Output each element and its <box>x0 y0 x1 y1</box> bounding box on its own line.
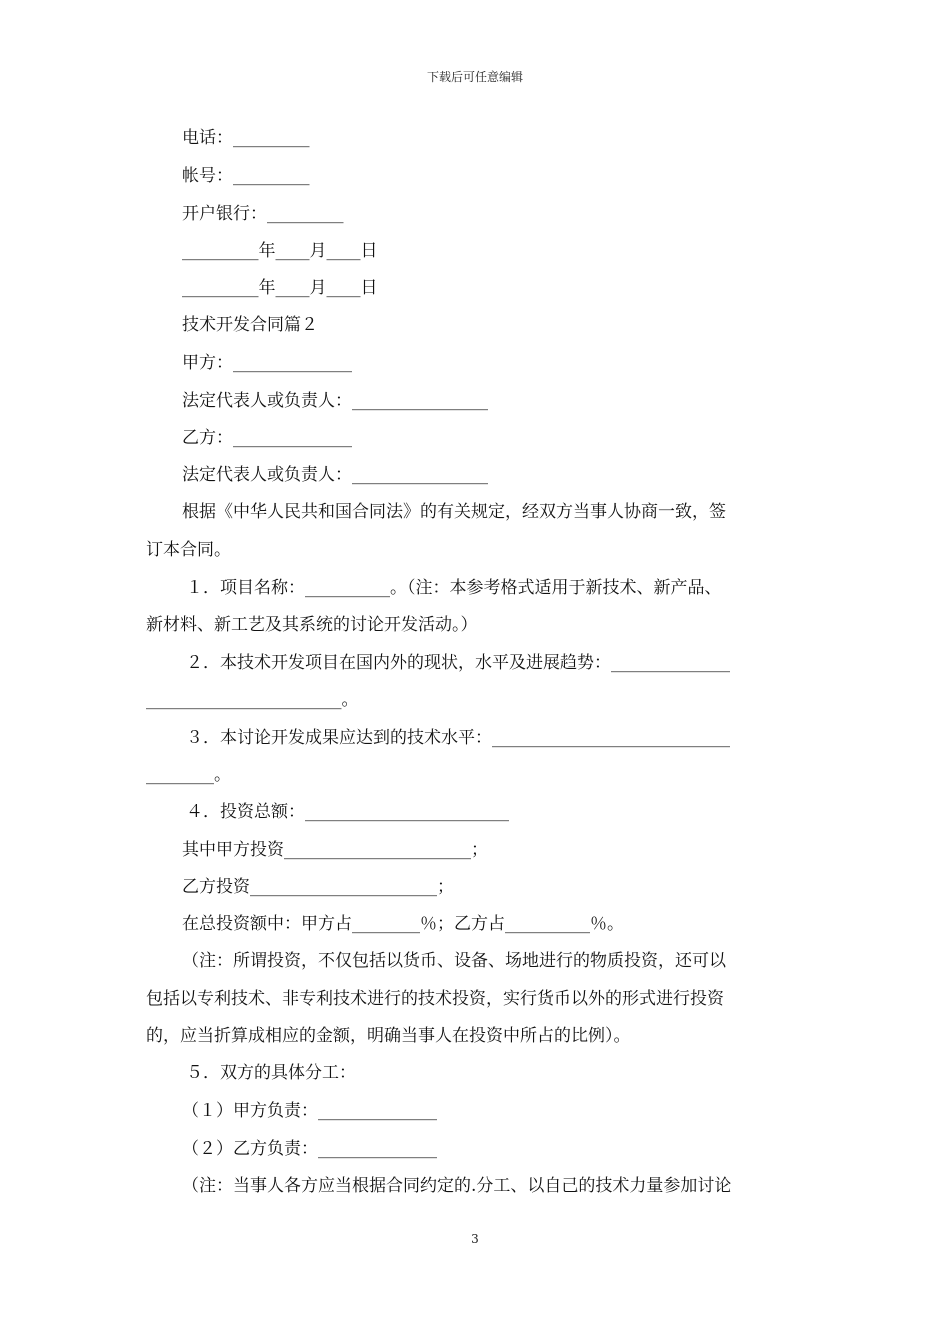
party-a-field: 甲方：______________ <box>182 353 352 373</box>
paragraph-line: ________。 <box>146 765 231 785</box>
investment-share: 在总投资额中：甲方占________％；乙方占__________％。 <box>182 914 624 934</box>
section-title: 技术开发合同篇２ <box>182 315 318 335</box>
note-line: （注：所谓投资，不仅包括以货币、设备、场地进行的物质投资，还可以 <box>182 951 726 971</box>
legal-rep-field: 法定代表人或负责人：________________ <box>182 465 488 485</box>
clause-3: ３．本讨论开发成果应达到的技术水平：____________________________ <box>186 728 730 748</box>
note-line: （注：当事人各方应当根据合同约定的.分工、以自己的技术力量参加讨论 <box>182 1176 732 1196</box>
paragraph-line: 新材料、新工艺及其系统的讨论开发活动。） <box>146 615 478 635</box>
clause-4: ４．投资总额：________________________ <box>186 802 509 822</box>
phone-field: 电话：_________ <box>182 128 310 148</box>
legal-rep-field: 法定代表人或负责人：________________ <box>182 391 488 411</box>
note-line: 包括以专利技术、非专利技术进行的技术投资，实行货币以外的形式进行投资 <box>146 989 724 1009</box>
paragraph-line: 订本合同。 <box>146 540 231 560</box>
party-a-duty: （１）甲方负责：______________ <box>182 1101 437 1121</box>
party-b-duty: （２）乙方负责：______________ <box>182 1139 437 1159</box>
date-field: _________年____月____日 <box>182 278 378 298</box>
party-b-investment: 乙方投资______________________； <box>182 877 454 897</box>
date-field: _________年____月____日 <box>182 241 378 261</box>
note-line: 的，应当折算成相应的金额，明确当事人在投资中所占的比例）。 <box>146 1026 631 1046</box>
clause-2: ２．本技术开发项目在国内外的现状，水平及进展趋势：______________ <box>186 653 730 673</box>
account-field: 帐号：_________ <box>182 166 310 186</box>
clause-1: １．项目名称：__________。（注：本参考格式适用于新技术、新产品、 <box>186 578 722 598</box>
clause-5: ５．双方的具体分工： <box>186 1063 356 1083</box>
paragraph-line: _______________________。 <box>146 690 359 710</box>
paragraph-line: 根据《中华人民共和国合同法》的有关规定，经双方当事人协商一致，签 <box>182 502 726 522</box>
party-a-investment: 其中甲方投资______________________； <box>182 840 488 860</box>
party-b-field: 乙方：______________ <box>182 428 352 448</box>
page-number: 3 <box>471 1232 479 1246</box>
bank-field: 开户银行：_________ <box>182 204 344 224</box>
page-header: 下载后可任意编辑 <box>426 70 523 84</box>
